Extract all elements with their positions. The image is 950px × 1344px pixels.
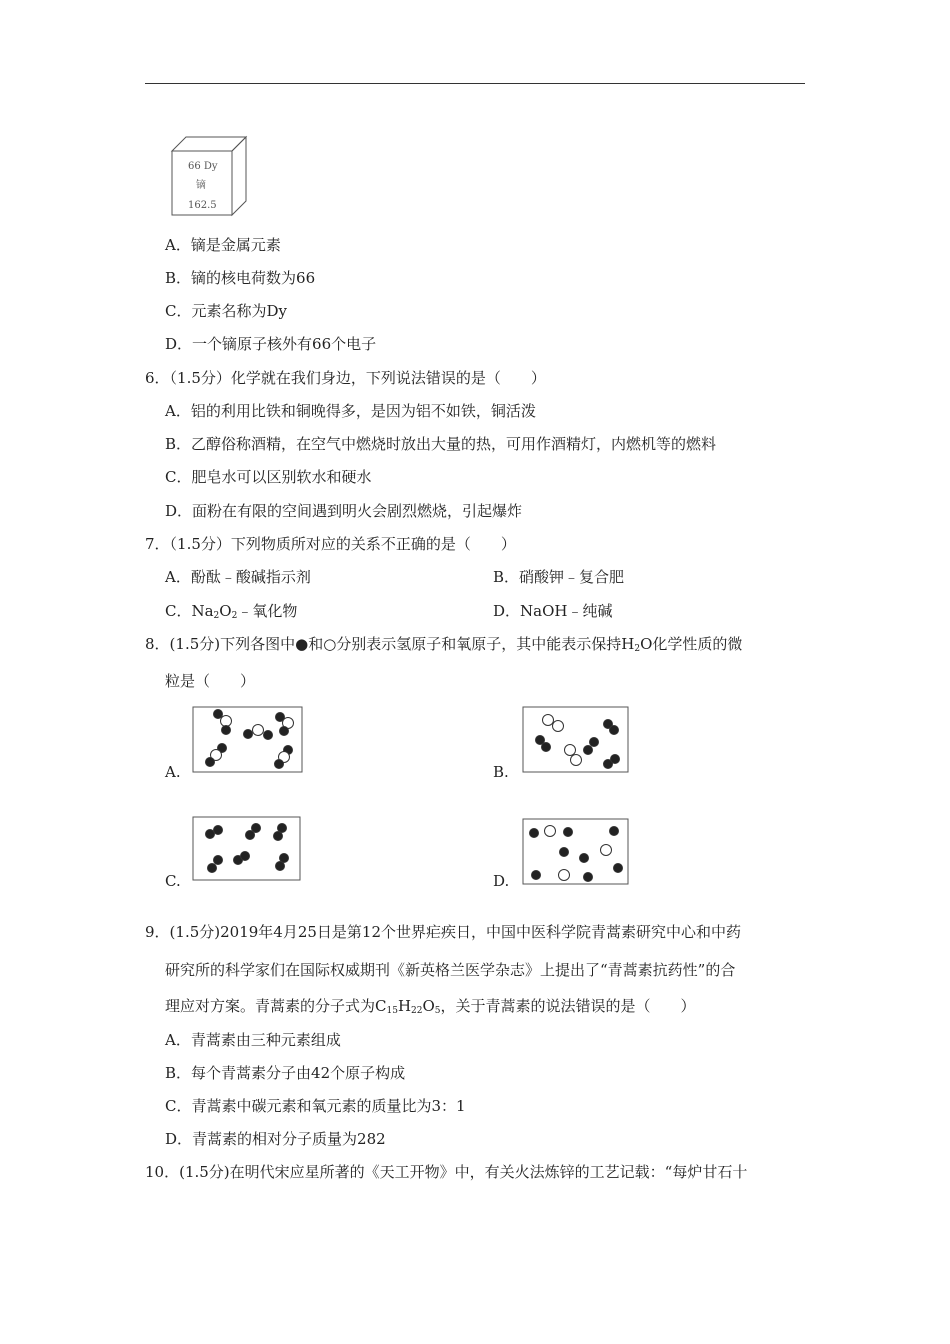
q7-stem: 7．（1.5分）下列物质所对应的关系不正确的是（ ）: [145, 535, 516, 553]
q5-option-a: A．镝是金属元素: [165, 236, 281, 254]
q9-option-a: A．青蒿素由三种元素组成: [165, 1031, 341, 1049]
q6-stem: 6．（1.5分）化学就在我们身边，下列说法错误的是（ ）: [145, 369, 546, 387]
q7-option-a: A．酚酞﹣酸碱指示剂: [165, 568, 311, 586]
q6-option-d: D．面粉在有限的空间遇到明火会剧烈燃烧，引起爆炸: [165, 502, 523, 520]
q9-line3-sub1: 15: [386, 1006, 398, 1016]
q7-option-b: B．硝酸钾﹣复合肥: [493, 568, 625, 586]
q8-label-c: C.: [165, 872, 181, 890]
q10-line1: 10．(1.5分)在明代宋应星所著的《天工开物》中，有关火法炼锌的工艺记载：“每炉甘石十: [145, 1163, 748, 1181]
q6-option-c: C．肥皂水可以区别软水和硬水: [165, 468, 372, 486]
q7-c-sub2: 2: [231, 611, 238, 621]
q5-option-d: D．一个镝原子核外有66个电子: [165, 335, 377, 353]
q7-c-sub1: 2: [213, 611, 220, 621]
q9-line3-pre: 理应对方案。青蒿素的分子式为C: [165, 997, 387, 1015]
q5-option-c: C．元素名称为Dy: [165, 302, 287, 320]
q6-option-a: A．铝的利用比铁和铜晚得多，是因为铝不如铁，铜活泼: [165, 402, 536, 420]
q9-line3-h: H: [397, 997, 412, 1015]
q7-c-pre: C．Na: [165, 602, 214, 620]
q9-line3-o: O: [422, 997, 435, 1015]
q9-line1: 9．(1.5分)2019年4月25日是第12个世界疟疾日，中国中医科学院青蒿素研究中心和中药: [145, 923, 741, 941]
q8-label-b: B.: [493, 763, 509, 781]
q8-stem-post: O化学性质的微: [640, 635, 743, 653]
q8-stem-line2: 粒是（ ）: [165, 672, 256, 690]
q8-stem: [145, 634, 742, 654]
q9-option-d: D．青蒿素的相对分子质量为282: [165, 1130, 386, 1148]
q5-option-b: B．镝的核电荷数为66: [165, 269, 316, 287]
q8-label-d: D.: [493, 872, 510, 890]
q8-label-a: A.: [165, 763, 181, 781]
header-rule: [145, 83, 805, 84]
q6-option-b: B．乙醇俗称酒精，在空气中燃烧时放出大量的热，可用作酒精灯，内燃机等的燃料: [165, 435, 717, 453]
q9-line3-sub2: 22: [411, 1006, 423, 1016]
element-name: 镝: [196, 180, 206, 191]
element-number-symbol: 66 Dy: [188, 161, 218, 172]
q9-line3: [165, 996, 696, 1016]
q7-c-post: ﹣氧化物: [237, 602, 298, 620]
q8-figure-c: [192, 816, 302, 882]
q7-option-d: D．NaOH﹣纯碱: [493, 602, 613, 620]
q8-figure-b: [522, 706, 630, 774]
q7-option-c: [165, 601, 297, 621]
q8-stem-pre: 8．(1.5分)下列各图中●和○分别表示氢原子和氧原子，其中能表示保持H: [145, 635, 635, 653]
q8-figure-d: [522, 818, 630, 886]
element-mass: 162.5: [188, 200, 217, 211]
q9-line2: 研究所的科学家们在国际权威期刊《新英格兰医学杂志》上提出了“青蒿素抗药性”的合: [165, 961, 736, 979]
q9-line3-post: ，关于青蒿素的说法错误的是（ ）: [440, 997, 696, 1015]
q8-stem-sub: 2: [634, 644, 641, 654]
element-tile-figure: [166, 133, 252, 219]
q8-figure-a: [192, 706, 304, 774]
q9-line3-sub3: 5: [434, 1006, 441, 1016]
q9-option-b: B．每个青蒿素分子由42个原子构成: [165, 1064, 406, 1082]
q7-c-mid: O: [219, 602, 232, 620]
q9-option-c: C．青蒿素中碳元素和氧元素的质量比为3：1: [165, 1097, 466, 1115]
